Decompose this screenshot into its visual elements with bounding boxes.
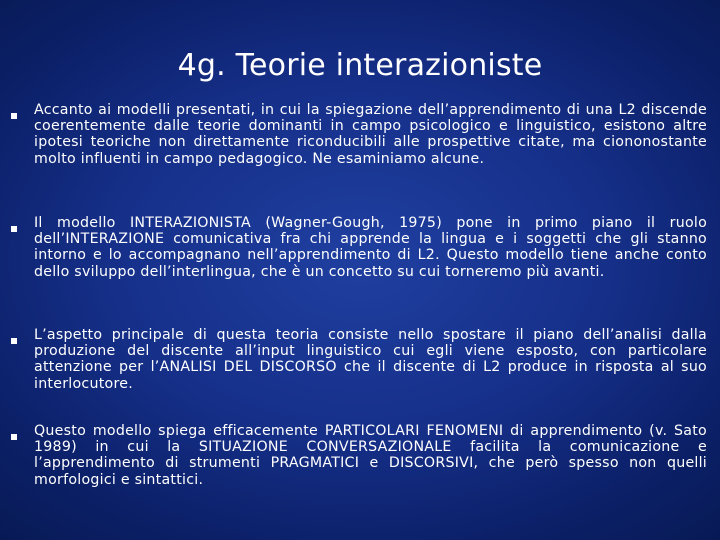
square-bullet-icon — [11, 226, 17, 232]
bullet-text: L’aspetto principale di questa teoria consiste nello spostare il piano dell’analisi dalla produzione del discente all’input linguistico cui egli viene esposto, con particolare attenzione per l’ANALISI DEL DISCORSO che il discente di L2 produce in risposta al suo interlocutore. — [34, 327, 707, 392]
bullet-text: Il modello INTERAZIONISTA (Wagner-Gough, 1975) pone in primo piano il ruolo dell’INTERAZIONE comunicativa fra chi apprende la lingua e i soggetti che gli stanno intorno e lo accompagnano nell’apprendimento di L2. Questo modello tiene anche conto dello sviluppo dell’interlingua, che è un concetto su cui torneremo più avanti. — [34, 215, 707, 280]
bullet-text: Accanto ai modelli presentati, in cui la spiegazione dell’apprendimento di una L2 discende coerentemente dalle teorie dominanti in campo psicologico e linguistico, esistono altre ipotesi teoriche non direttamente riconducibili alle prospettive citate, ma ciononostante molto influenti in campo pedagogico. Ne esaminiamo alcune. — [34, 102, 707, 167]
square-bullet-icon — [11, 338, 17, 344]
bullet-text: Questo modello spiega efficacemente PARTICOLARI FENOMENI di apprendimento (v. Sato 1989) in cui la SITUAZIONE CONVERSAZIONALE facilita la comunicazione e l’apprendimento di strumenti PRAGMATICI e DISCORSIVI, che però spesso non quelli morfologici e sintattici. — [34, 423, 707, 488]
slide-title: 4g. Teorie interazioniste — [177, 48, 543, 83]
square-bullet-icon — [11, 113, 17, 119]
square-bullet-icon — [11, 434, 17, 440]
